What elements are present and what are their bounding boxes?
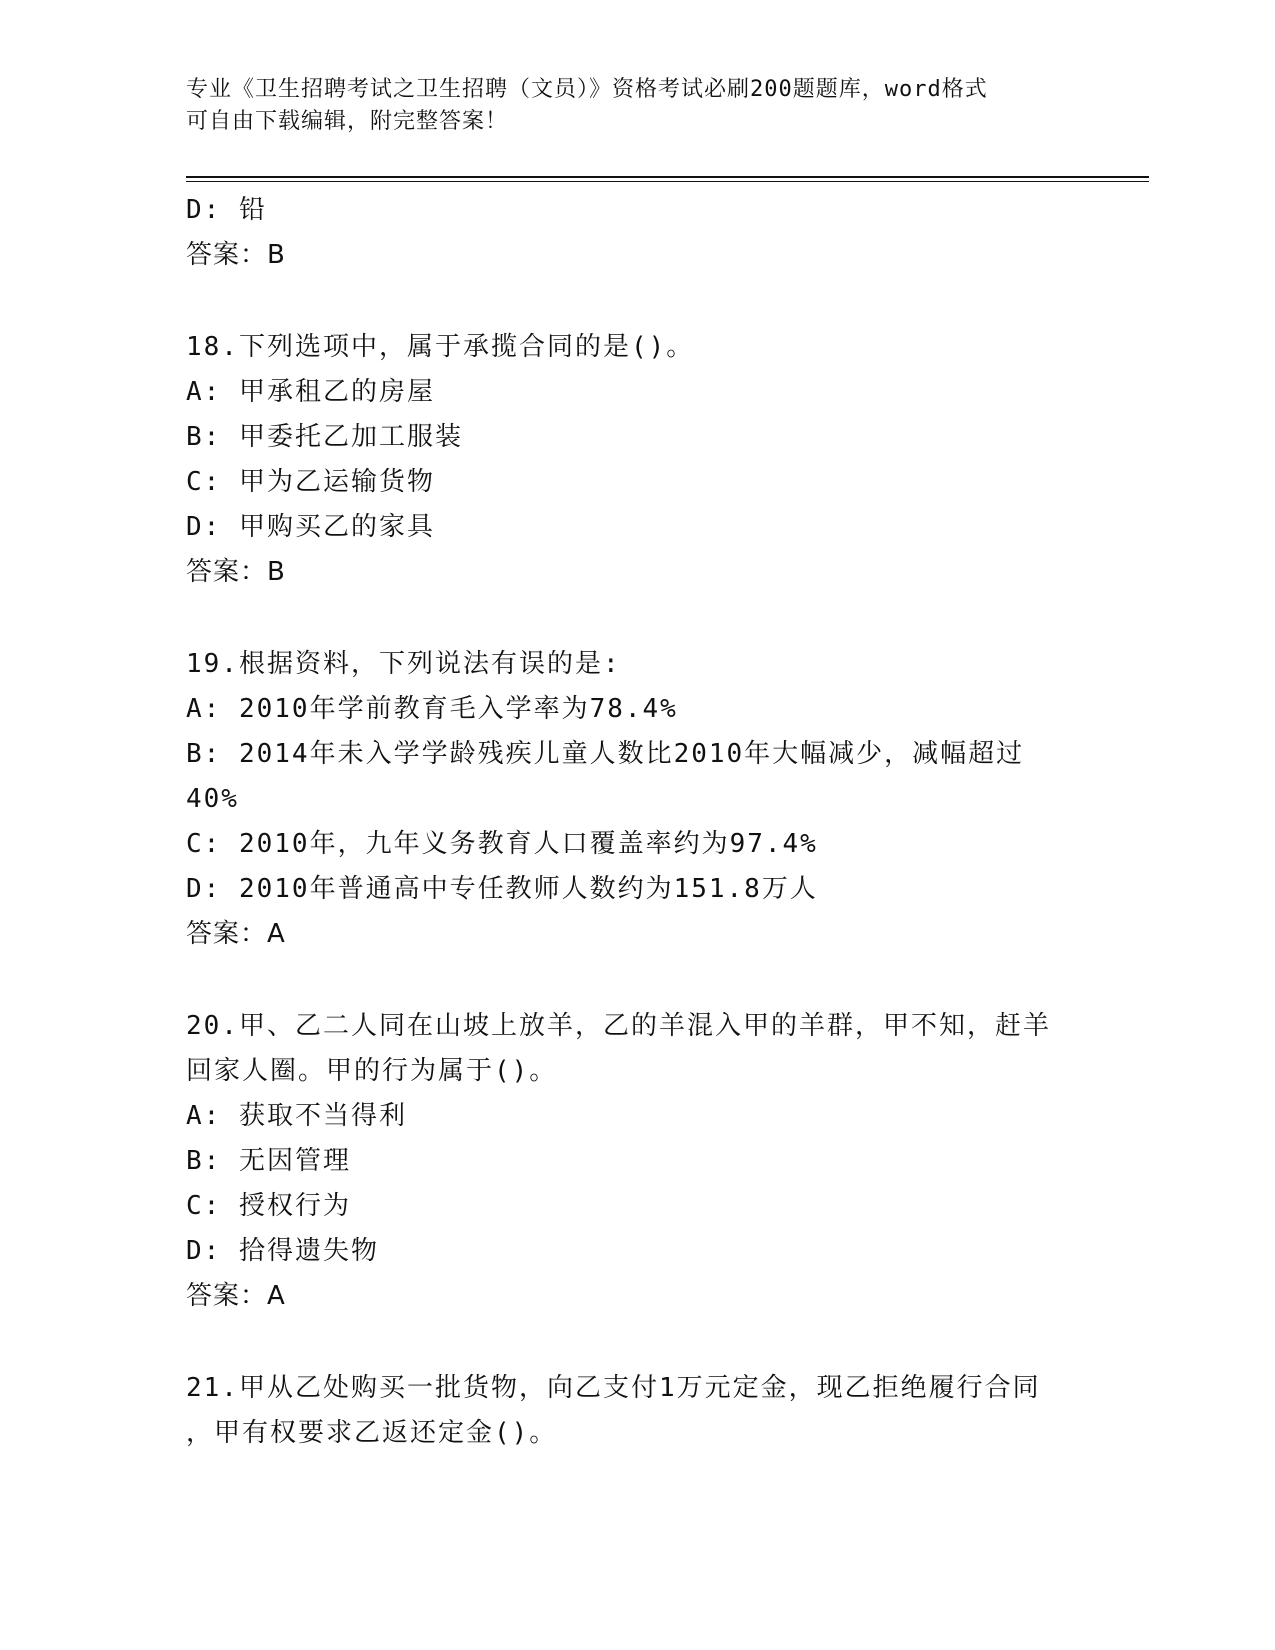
- spacer: [186, 1319, 1086, 1366]
- question-stem: 21.甲从乙处购买一批货物，向乙支付1万元定金，现乙拒绝履行合同: [186, 1373, 1041, 1403]
- spacer: [186, 595, 1086, 642]
- question-stem: 19.根据资料，下列说法有误的是:: [186, 649, 621, 679]
- question-list: [186, 188, 1086, 1456]
- question-stem: 18.下列选项中，属于承揽合同的是()。: [186, 332, 695, 362]
- option-d: D: 甲购买乙的家具: [186, 512, 435, 542]
- header-divider-thin: [186, 181, 1149, 182]
- header-line-1: 专业《卫生招聘考试之卫生招聘（文员）》资格考试必刷200题题库，word格式: [186, 77, 988, 102]
- header-line-2: 可自由下载编辑，附完整答案！: [186, 109, 509, 134]
- option-d: D: 拾得遗失物: [186, 1236, 379, 1266]
- answer-line: 答案：A: [186, 1281, 286, 1311]
- option-b: B: 2014年未入学学龄残疾儿童人数比2010年大幅减少，减幅超过: [186, 739, 1025, 769]
- question-17-tail: [186, 188, 1086, 278]
- option-c: C: 2010年，九年义务教育人口覆盖率约为97.4%: [186, 829, 818, 859]
- spacer: [186, 278, 1086, 325]
- question-stem: 20.甲、乙二人同在山坡上放羊，乙的羊混入甲的羊群，甲不知，赶羊: [186, 1011, 1051, 1041]
- question-21: [186, 1366, 1086, 1456]
- page-header: [186, 74, 1066, 138]
- option-a: A: 获取不当得利: [186, 1101, 407, 1131]
- option-c: C: 授权行为: [186, 1191, 351, 1221]
- answer-line: 答案：A: [186, 919, 286, 949]
- option-a: A: 2010年学前教育毛入学率为78.4%: [186, 694, 678, 724]
- answer-line: 答案：B: [186, 557, 286, 587]
- answer-line: 答案：B: [186, 240, 286, 270]
- question-stem-continued: ，甲有权要求乙返还定金()。: [186, 1418, 558, 1448]
- question-20: [186, 1004, 1086, 1319]
- option-b: B: 无因管理: [186, 1146, 351, 1176]
- option-d: D: 2010年普通高中专任教师人数约为151.8万人: [186, 874, 818, 904]
- question-stem-continued: 回家人圈。甲的行为属于()。: [186, 1056, 558, 1086]
- header-divider-thick: [186, 176, 1149, 178]
- option-c: C: 甲为乙运输货物: [186, 467, 435, 497]
- option-a: A: 甲承租乙的房屋: [186, 377, 435, 407]
- option-d: D: 铅: [186, 195, 267, 225]
- option-b: B: 甲委托乙加工服装: [186, 422, 463, 452]
- spacer: [186, 957, 1086, 1004]
- question-19: [186, 642, 1086, 957]
- option-b-continued: 40%: [186, 784, 239, 814]
- question-18: [186, 325, 1086, 595]
